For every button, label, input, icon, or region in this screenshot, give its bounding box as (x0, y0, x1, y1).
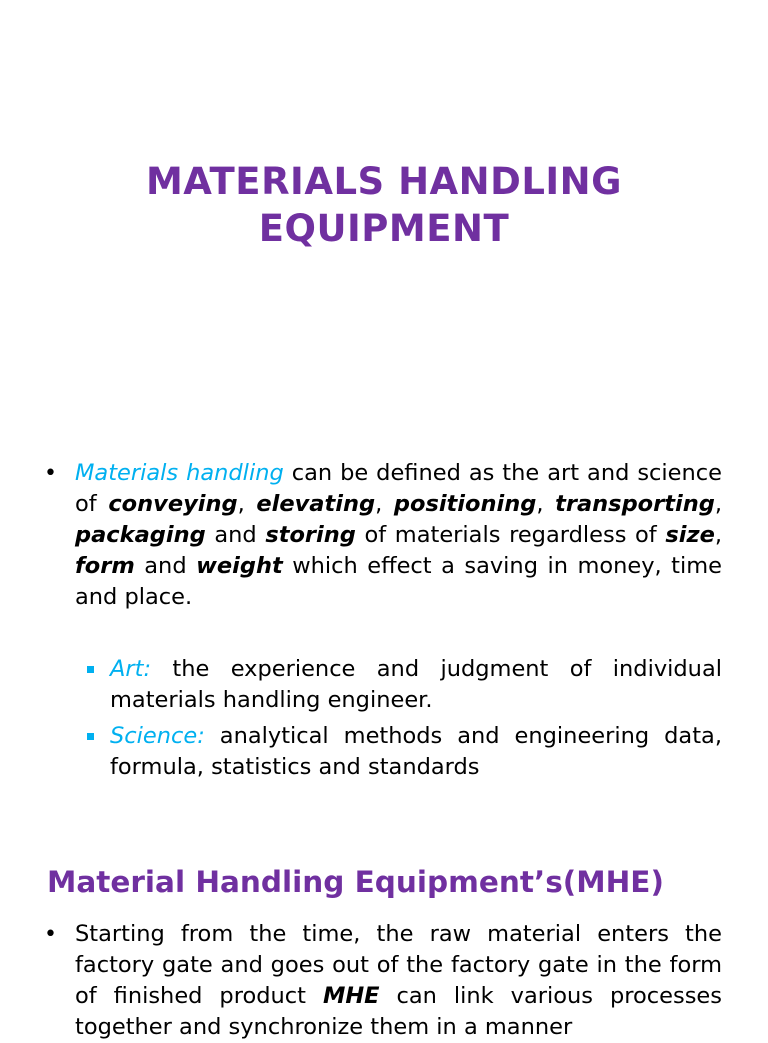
definition-text-1: can be defined as the art and science of (75, 460, 722, 517)
section-heading-mhe: Material Handling Equipment’s(MHE) (47, 865, 664, 899)
comma-5: , (714, 522, 722, 548)
comma-2: , (375, 491, 394, 517)
art-description: the experience and judgment of individual materials handling engineer. (110, 656, 722, 713)
word-transporting: transporting (555, 491, 715, 517)
mhe-text-1: Starting from the time, the raw material enters the factory gate and goes out of the factory gate in the form of finished product (75, 921, 722, 1009)
comma-1: , (237, 491, 257, 517)
word-conveying: conveying (108, 491, 238, 517)
definition-text-4: and (134, 553, 197, 579)
word-storing: storing (265, 522, 356, 548)
term-materials-handling: Materials handling (75, 460, 284, 486)
bullet-dot-icon: • (44, 922, 57, 947)
comma-4: , (714, 491, 722, 517)
word-elevating: elevating (256, 491, 376, 517)
science-description: analytical methods and engineering data, formula, statistics and standards (110, 723, 722, 780)
word-weight: weight (196, 553, 283, 579)
science-paragraph (44, 721, 722, 783)
label-science: Science: (110, 723, 205, 749)
word-form: form (75, 553, 135, 579)
bullet-dot-icon: • (44, 461, 57, 486)
word-packaging: packaging (75, 522, 206, 548)
word-mhe: MHE (322, 983, 380, 1009)
mhe-text-2: can link various processes together and synchronize them in a manner (75, 983, 722, 1040)
art-paragraph (44, 654, 722, 716)
definition-text-3: of materials regardless of (355, 522, 666, 548)
word-positioning: positioning (393, 491, 537, 517)
word-size: size (665, 522, 715, 548)
label-art: Art: (110, 656, 152, 682)
mhe-bullet (44, 919, 722, 1043)
square-bullet-icon (87, 733, 94, 740)
sub-item-art (44, 654, 722, 716)
definition-text-2: and (205, 522, 266, 548)
sub-item-science (44, 721, 722, 783)
definition-bullet (44, 458, 722, 613)
mhe-paragraph (44, 919, 722, 1043)
comma-3: , (536, 491, 556, 517)
slide-title (0, 158, 768, 252)
definition-paragraph (44, 458, 722, 613)
title-line-1: MATERIALS HANDLING (145, 160, 623, 203)
title-line-2: EQUIPMENT (258, 207, 510, 250)
definition-text-5: which effect a saving in money, time and place. (75, 553, 723, 610)
square-bullet-icon (87, 666, 94, 673)
